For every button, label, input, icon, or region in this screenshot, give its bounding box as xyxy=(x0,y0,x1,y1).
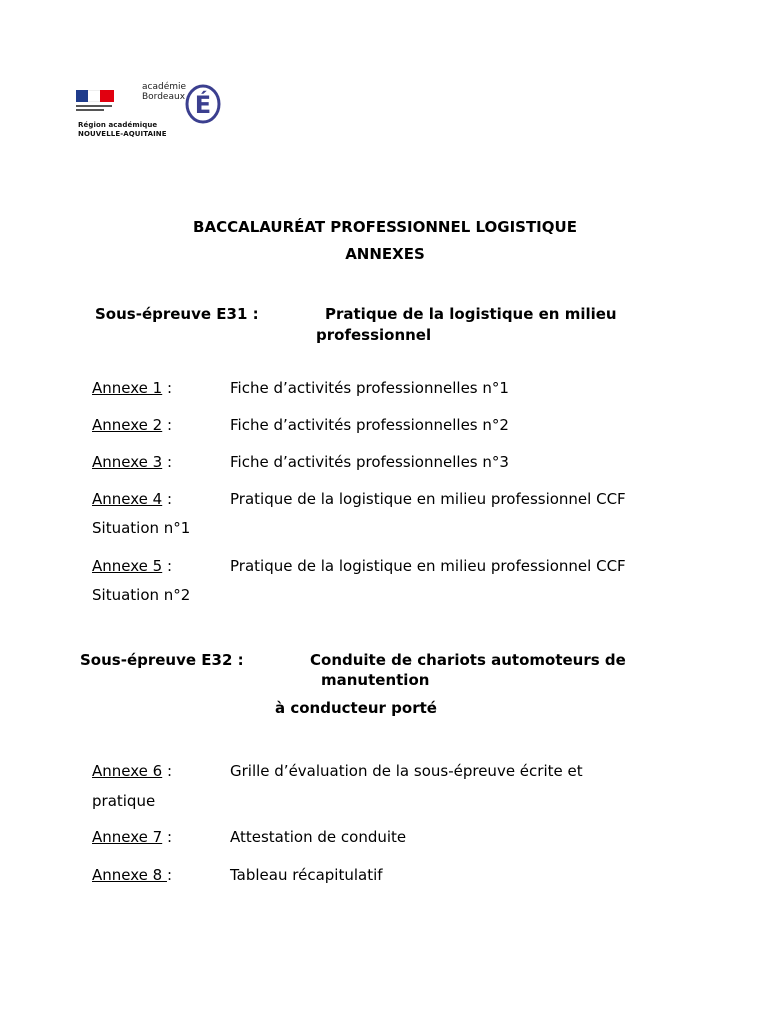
annexe-2-description: Fiche d’activités professionnelles n°2 xyxy=(230,416,509,434)
annexe-4-link[interactable]: Annexe 4 : xyxy=(92,490,173,508)
region-academique-label: Région académique NOUVELLE-AQUITAINE xyxy=(78,121,167,138)
republique-francaise-logo xyxy=(76,90,118,118)
e31-title-line2: professionnel xyxy=(316,326,432,344)
e32-title-line2: manutention xyxy=(321,671,430,689)
annexe-5-description-cont: Situation n°2 xyxy=(92,586,191,604)
academie-logo-text: académie Bordeaux xyxy=(142,82,187,102)
annexe-5-link[interactable]: Annexe 5 : xyxy=(92,557,173,575)
annexe-6-description-cont: pratique xyxy=(92,792,156,810)
academie-e-icon xyxy=(178,74,224,126)
annexe-5-description: Pratique de la logistique en milieu professionnel CCF xyxy=(230,557,626,575)
e32-title-line1: Conduite de chariots automoteurs de xyxy=(310,651,626,669)
header-logos xyxy=(76,72,236,144)
annexe-8-description: Tableau récapitulatif xyxy=(230,866,383,884)
annexe-7-link[interactable]: Annexe 7 : xyxy=(92,828,173,846)
french-flag-icon xyxy=(76,90,114,102)
annexe-1-description: Fiche d’activités professionnelles n°1 xyxy=(230,379,509,397)
annexe-7-description: Attestation de conduite xyxy=(230,828,407,846)
annexe-4-description-cont: Situation n°1 xyxy=(92,519,191,537)
annexe-6-description: Grille d’évaluation de la sous-épreuve écrite et xyxy=(230,762,583,780)
annexe-3-link[interactable]: Annexe 3 : xyxy=(92,453,173,471)
annexe-8-link[interactable]: Annexe 8 : xyxy=(92,866,173,884)
annexe-4-description: Pratique de la logistique en milieu professionnel CCF xyxy=(230,490,626,508)
academie-bordeaux-logo xyxy=(142,74,222,126)
annexe-6-link[interactable]: Annexe 6 : xyxy=(92,762,173,780)
e32-label: Sous-épreuve E32 : xyxy=(80,651,244,669)
e31-title-line1: Pratique de la logistique en milieu xyxy=(325,305,617,323)
annexe-3-description: Fiche d’activités professionnelles n°3 xyxy=(230,453,509,471)
document-subtitle: ANNEXES xyxy=(345,245,425,263)
document-title: BACCALAURÉAT PROFESSIONNEL LOGISTIQUE xyxy=(193,218,577,236)
annexe-2-link[interactable]: Annexe 2 : xyxy=(92,416,173,434)
e31-label: Sous-épreuve E31 : xyxy=(95,305,259,323)
svg-text:É: É xyxy=(194,91,212,119)
e32-title-line3: à conducteur porté xyxy=(275,699,437,717)
annexe-1-link[interactable]: Annexe 1 : xyxy=(92,379,173,397)
